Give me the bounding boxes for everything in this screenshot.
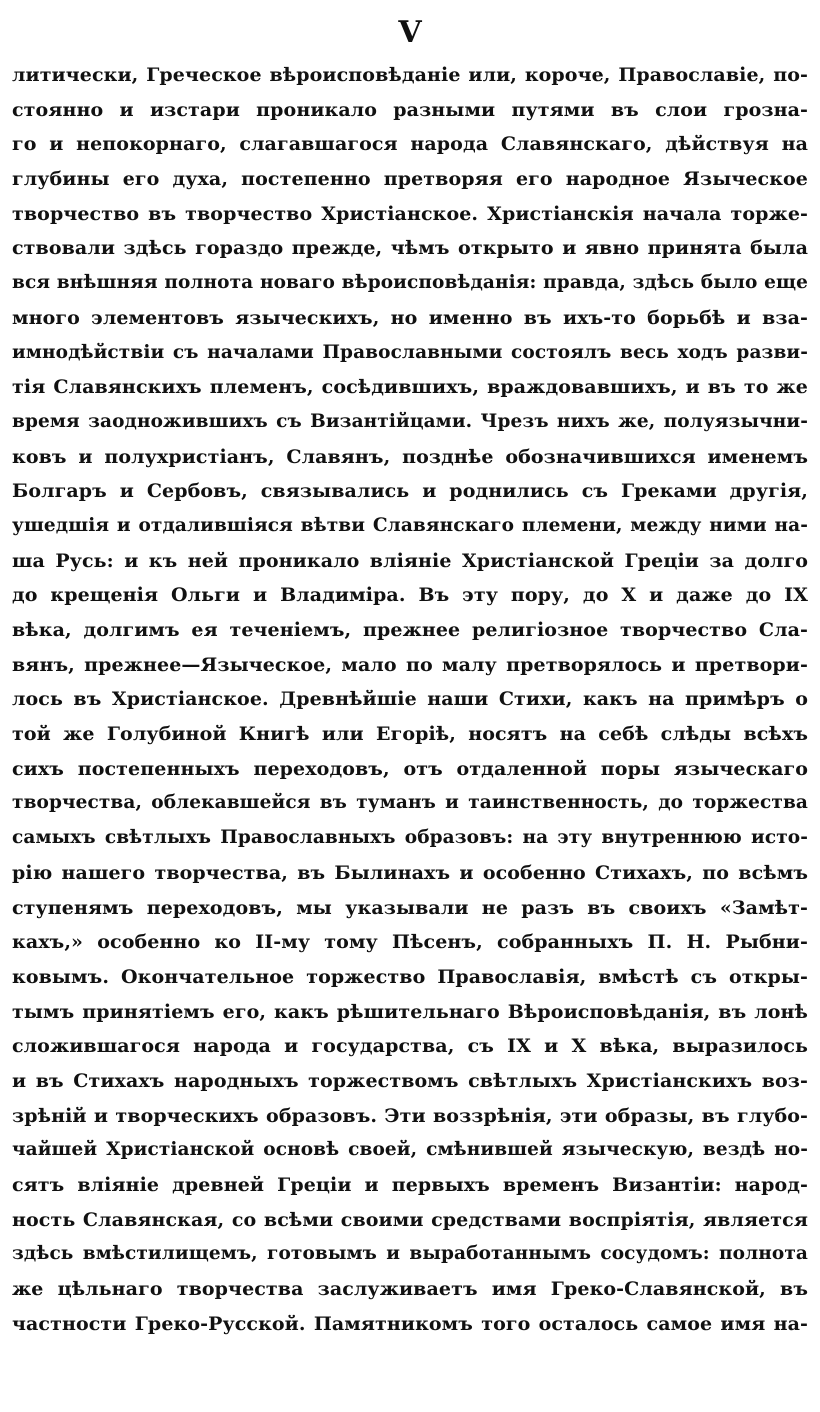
text-line: сятъ вліяніе древней Греціи и первыхъ временъ Византіи: народ- [12, 1174, 808, 1196]
text-line: сихъ постепенныхъ переходовъ, отъ отдаленной поры языческаго [12, 757, 808, 780]
text-line: ступенямъ переходовъ, мы указывали не разъ въ своихъ «Замѣт- [12, 896, 808, 919]
text-line: вянъ, прежнее—Языческое, мало по малу претворялось и претвори- [12, 653, 808, 676]
page-number: V [398, 15, 422, 50]
text-line: Болгаръ и Сербовъ, связывались и роднились съ Греками другія, [12, 480, 808, 503]
text-line: ша Русь: и къ ней проникало вліяніе Христіанской Греціи за долго [12, 549, 808, 572]
text-line: здѣсь вмѣстилищемъ, готовымъ и выработаннымъ сосудомъ: полнота [12, 1243, 808, 1265]
text-line: кахъ,» особенно ко II-му тому Пѣсенъ, собранныхъ П. Н. Рыбни- [12, 931, 808, 954]
text-line: лось въ Христіанское. Древнѣйшіе наши Стихи, какъ на примѣръ о [12, 688, 808, 711]
text-line: го и непокорнаго, слагавшагося народа Славянскаго, дѣйствуя на [12, 133, 808, 156]
text-line: ковымъ. Окончательное торжество Православія, вмѣстѣ съ откры- [12, 965, 808, 988]
text-line: имнодѣйствіи съ началами Православными состоялъ весь ходъ разви- [12, 341, 808, 363]
text-line: глубины его духа, постепенно претворяя его народное Языческое [12, 168, 808, 191]
text-line: частности Греко-Русской. Памятникомъ того осталось самое имя на- [12, 1312, 808, 1335]
text-line: той же Голубиной Книгѣ или Егоріѣ, носятъ на себѣ слѣды всѣхъ [12, 723, 808, 746]
body-text [12, 58, 808, 1341]
text-line: литически, Греческое вѣроисповѣданіе или, короче, Православіе, по- [12, 64, 808, 86]
text-line: тія Славянскихъ племенъ, сосѣдившихъ, враждовавшихъ, и въ то же [12, 376, 808, 399]
text-line: чайшей Христіанской основѣ своей, смѣнившей языческую, вездѣ но- [12, 1139, 808, 1161]
text-line: творчества, облекавшейся въ туманъ и таинственность, до торжества [12, 792, 808, 814]
text-line: творчество въ творчество Христіанское. Христіанскія начала торже- [12, 202, 808, 225]
text-line: тымъ принятіемъ его, какъ рѣшительнаго Вѣроисповѣданія, въ лонѣ [12, 1000, 808, 1023]
text-line: время заодножившихъ съ Византійцами. Чрезъ нихъ же, полуязычни- [12, 410, 808, 432]
text-line: и въ Стихахъ народныхъ торжествомъ свѣтлыхъ Христіанскихъ воз- [12, 1069, 808, 1092]
text-line: стоянно и изстари проникало разными путями въ слои грозна- [12, 98, 808, 121]
text-line: ствовали здѣсь гораздо прежде, чѣмъ открыто и явно принята была [12, 237, 808, 260]
text-line: сложившагося народа и государства, съ IX и X вѣка, выразилось [12, 1035, 808, 1058]
text-line: много элементовъ языческихъ, но именно въ ихъ-то борьбѣ и вза- [12, 306, 808, 329]
text-line: же цѣльнаго творчества заслуживаетъ имя Греко-Славянской, въ [12, 1278, 808, 1301]
text-line: самыхъ свѣтлыхъ Православныхъ образовъ: на эту внутреннюю исто- [12, 827, 808, 849]
text-line: вѣка, долгимъ ея теченіемъ, прежнее религіозное творчество Сла- [12, 619, 808, 641]
text-line: рію нашего творчества, въ Былинахъ и особенно Стихахъ, по всѣмъ [12, 861, 808, 884]
text-line: до крещенія Ольги и Владиміра. Въ эту пору, до X и даже до IX [12, 584, 808, 607]
text-line: ковъ и полухристіанъ, Славянъ, позднѣе обозначившихся именемъ [12, 445, 808, 468]
text-line: зрѣній и творческихъ образовъ. Эти воззрѣнія, эти образы, въ глубо- [12, 1104, 808, 1127]
text-line: вся внѣшняя полнота новаго вѣроисповѣданія: правда, здѣсь было еще [12, 272, 808, 294]
text-line: ность Славянская, со всѣми своими средствами воспріятія, является [12, 1208, 808, 1231]
text-line: ушедшія и отдалившіяся вѣтви Славянскаго племени, между ними на- [12, 514, 808, 536]
